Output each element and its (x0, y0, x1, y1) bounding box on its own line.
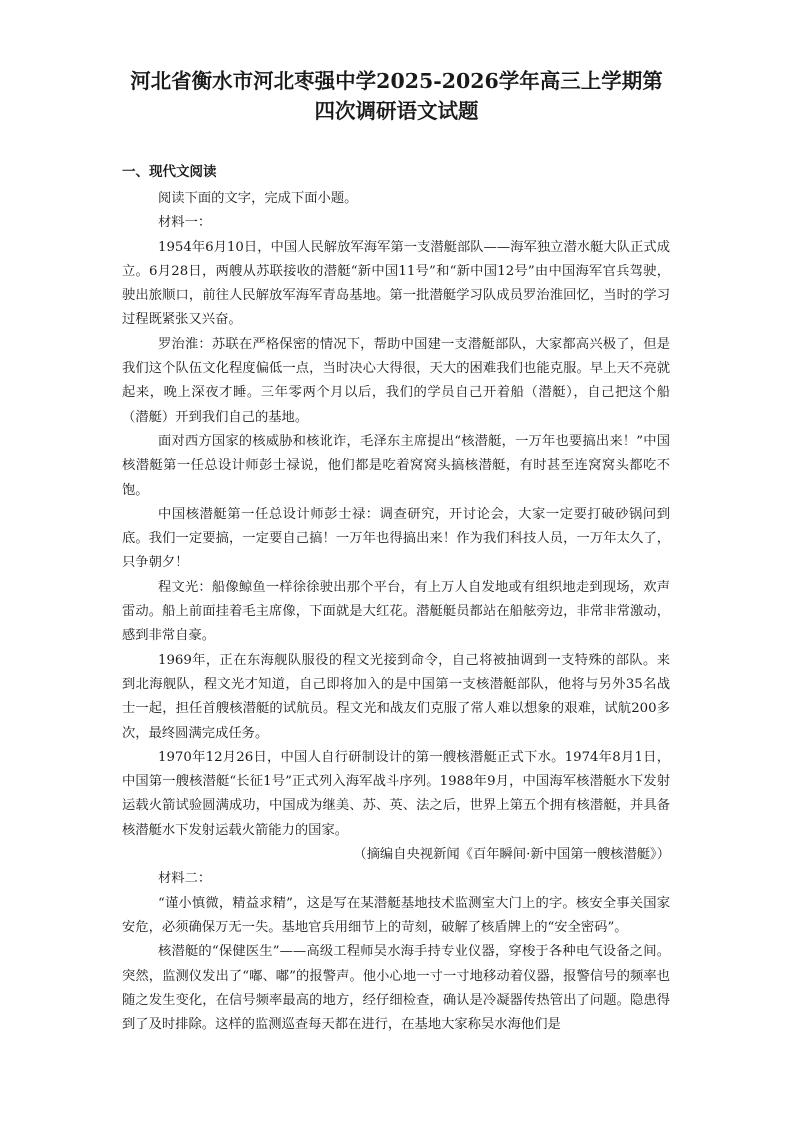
material-1-paragraph: 程文光：船像鲸鱼一样徐徐驶出那个平台，有上万人自发地或有组织地走到现场，欢声雷动。船上前面挂着毛主席像，下面就是大红花。潜艇艇员都站在船舷旁边，非常非常激动，感到非常自豪。 (122, 579, 670, 644)
material-1-paragraph: 面对西方国家的核威胁和核讹诈，毛泽东主席提出“核潜艇，一万年也要搞出来！”中国核潜艇第一任总设计师彭士禄说，他们都是吃着窝窝头搞核潜艇，有时甚至连窝窝头都吃不饱。 (122, 433, 670, 498)
title-line-2: 四次调研语文试题 (314, 99, 479, 123)
material-2-label: 材料二： (158, 871, 212, 887)
reading-passage (122, 187, 670, 1037)
material-1-paragraph: 1970年12月26日，中国人自行研制设计的第一艘核潜艇正式下水。1974年8月1日，中国第一艘核潜艇“长征1号”正式列入海军战斗序列。1988年9月，中国海军核潜艇水下发射运载火箭试验圆满成功，中国成为继美、苏、英、法之后，世界上第五个拥有核潜艇，并具备核潜艇水下发射运载火箭能力的国家。 (122, 749, 670, 838)
material-1-label: 材料一： (158, 215, 212, 231)
material-1-source: （摘编自央视新闻《百年瞬间·新中国第一艘核潜艇》） (353, 847, 670, 863)
material-2-paragraph: 核潜艇的“保健医生”——高级工程师吴水海手持专业仪器，穿梭于各种电气设备之间。突然，监测仪发出了“嘟、嘟”的报警声。他小心地一寸一寸地移动着仪器，报警信号的频率也随之发生变化，在信号频率最高的地方，经仔细检查，确认是冷凝器传热管出了问题。隐患得到了及时排除。这样的监测巡查每天都在进行，在基地大家称吴水海他们是 (122, 944, 670, 1033)
material-1-paragraph: 1954年6月10日，中国人民解放军海军第一支潜艇部队——海军独立潜水艇大队正式成立。6月28日，两艘从苏联接收的潜艇“新中国11号”和“新中国12号”由中国海军官兵驾驶，驶出旅顺口，前往人民解放军海军青岛基地。第一批潜艇学习队成员罗治淮回忆，当时的学习过程既紧张又兴奋。 (122, 239, 670, 328)
material-1-paragraph: 1969年，正在东海舰队服役的程文光接到命令，自己将被抽调到一支特殊的部队。来到北海舰队，程文光才知道，自己即将加入的是中国第一支核潜艇部队，他将与另外35名战士一起，担任首艘核潜艇的试航员。程文光和战友们克服了常人难以想象的艰难，试航200多次，最终圆满完成任务。 (122, 652, 670, 741)
section-heading: 一、现代文阅读 (122, 164, 217, 180)
instruction-text: 阅读下面的文字，完成下面小题。 (158, 191, 358, 206)
document-title (80, 66, 713, 126)
material-2-paragraph: “谨小慎微，精益求精”，这是写在某潜艇基地技术监测室大门上的字。核安全事关国家安危，必须确保万无一失。基地官兵用细节上的苛刻，破解了核盾牌上的“安全密码”。 (122, 895, 670, 935)
material-1-paragraph: 中国核潜艇第一任总设计师彭士禄：调查研究，开讨论会，大家一定要打破砂锅问到底。我们一定要搞，一定要自己搞！一万年也得搞出来！作为我们科技人员，一万年太久了，只争朝夕！ (122, 506, 670, 571)
title-line-1: 河北省衡水市河北枣强中学2025-2026学年高三上学期第 (130, 69, 663, 93)
material-1-paragraph: 罗治淮：苏联在严格保密的情况下，帮助中国建一支潜艇部队，大家都高兴极了，但是我们这个队伍文化程度偏低一点，当时决心大得很，天大的困难我们也能克服。早上天不亮就起来，晚上深夜才睡。三年零两个月以后，我们的学员自己开着船（潜艇），自己把这个船（潜艇）开到我们自己的基地。 (122, 336, 670, 425)
